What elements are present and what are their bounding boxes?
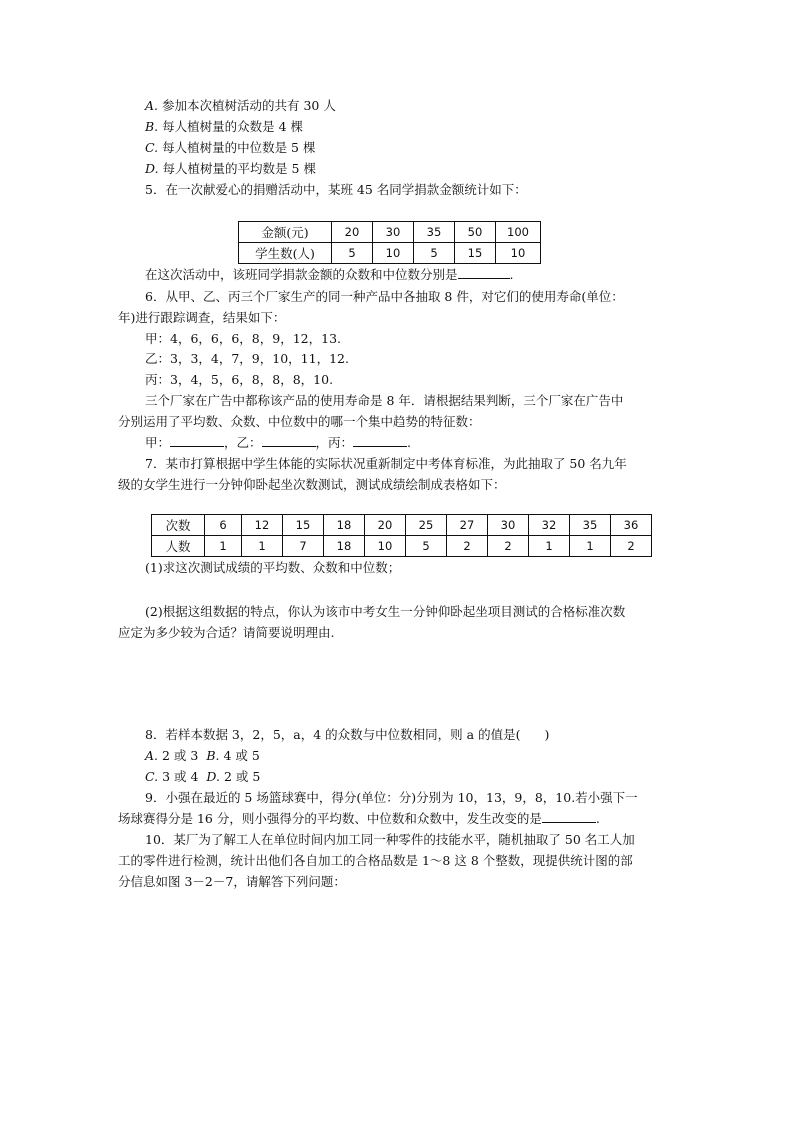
table-cell: 15 (455, 243, 496, 264)
table-cell: 35 (414, 222, 455, 243)
q6-paragraph-line1: 三个厂家在广告中都称该产品的使用寿命是 8 年．请根据结果判断，三个厂家在广告中 (145, 393, 624, 408)
q5-stem: 5．在一次献爱心的捐赠活动中，某班 45 名同学捐款金额统计如下： (145, 182, 527, 197)
answer-blank (542, 810, 596, 823)
q5-question: 在这次活动中，该班同学捐款金额的众数和中位数分别是 . (145, 267, 514, 282)
table-cell: 10 (373, 243, 414, 264)
table-cell: 100 (496, 222, 541, 243)
q4-option-d: D. 每人植树量的平均数是 5 棵 (145, 161, 316, 176)
q6-data-jia: 甲：4，6，6，6，8，9，12，13. (145, 331, 342, 346)
table-row (152, 515, 652, 536)
q10-line1: 10．某厂为了解工人在单位时间内加工同一种零件的技能水平，随机抽取了 50 名工人加 (145, 832, 635, 847)
q7-situp-table (151, 514, 652, 557)
table-cell: 5 (406, 536, 447, 557)
q8-options-ab: A. 2 或 3 B. 4 或 5 (145, 748, 260, 763)
table-cell: 15 (283, 515, 324, 536)
q6-stem-line1: 6．从甲、乙、丙三个厂家生产的同一种产品中各抽取 8 件，对它们的使用寿命(单位： (145, 289, 624, 304)
q6-paragraph-line2: 分别运用了平均数、众数、中位数中的哪一个集中趋势的特征数： (118, 414, 481, 429)
q8-options-cd: C. 3 或 4 D. 2 或 5 (145, 769, 261, 784)
table-cell: 2 (488, 536, 529, 557)
table-cell: 1 (529, 536, 570, 557)
answer-blank (170, 434, 224, 447)
table-cell: 5 (332, 243, 373, 264)
q9-line1: 9．小强在最近的 5 场篮球赛中，得分(单位：分)分别为 10，13，9，8，10.若小强下一 (145, 790, 638, 805)
table-header-cell: 学生数(人) (239, 243, 332, 264)
q7-subquestion-1: (1)求这次测试成绩的平均数、众数和中位数； (145, 560, 401, 575)
q6-data-bing: 丙：3，4，5，6，8，8，8，10. (145, 372, 334, 387)
q5-donation-table (238, 221, 541, 264)
table-cell: 18 (324, 515, 365, 536)
table-cell: 1 (242, 536, 283, 557)
table-row (239, 222, 541, 243)
table-cell: 12 (242, 515, 283, 536)
table-header-cell: 金额(元) (239, 222, 332, 243)
table-cell: 10 (496, 243, 541, 264)
table-cell: 36 (611, 515, 652, 536)
answer-blank (458, 266, 510, 279)
q10-line3: 分信息如图 3－2－7，请解答下列问题： (118, 874, 346, 889)
q7-subquestion-2-line2: 应定为多少较为合适？请简要说明理由. (118, 625, 335, 640)
table-row (152, 536, 652, 557)
table-cell: 10 (365, 536, 406, 557)
table-cell: 25 (406, 515, 447, 536)
q6-answer-line: 甲： ，乙： ，丙： . (145, 435, 412, 450)
table-cell: 6 (205, 515, 242, 536)
table-cell: 20 (332, 222, 373, 243)
q10-line2: 工的零件进行检测，统计出他们各自加工的合格品数是 1～8 这 8 个整数，现提供统计图的部 (118, 853, 633, 868)
table-cell: 32 (529, 515, 570, 536)
answer-blank (262, 434, 316, 447)
table-cell: 2 (611, 536, 652, 557)
q6-data-yi: 乙：3，3，4，7，9，10，11，12. (145, 351, 349, 366)
q7-stem-line1: 7．某市打算根据中学生体能的实际状况重新制定中考体育标准，为此抽取了 50 名九年 (145, 456, 627, 471)
answer-blank (353, 434, 407, 447)
table-cell: 5 (414, 243, 455, 264)
table-cell: 7 (283, 536, 324, 557)
table-cell: 30 (373, 222, 414, 243)
q7-subquestion-2-line1: (2)根据这组数据的特点，你认为该市中考女生一分钟仰卧起坐项目测试的合格标准次数 (145, 604, 626, 619)
table-cell: 1 (205, 536, 242, 557)
q4-option-a: A. 参加本次植树活动的共有 30 人 (145, 98, 336, 113)
q4-option-b: B. 每人植树量的众数是 4 棵 (145, 119, 304, 134)
table-cell: 2 (447, 536, 488, 557)
table-header-cell: 人数 (152, 536, 205, 557)
q7-stem-line2: 级的女学生进行一分钟仰卧起坐次数测试，测试成绩绘制成表格如下： (118, 477, 506, 492)
table-row (239, 243, 541, 264)
q4-option-c: C. 每人植树量的中位数是 5 棵 (145, 140, 316, 155)
table-header-cell: 次数 (152, 515, 205, 536)
table-cell: 18 (324, 536, 365, 557)
table-cell: 20 (365, 515, 406, 536)
table-cell: 1 (570, 536, 611, 557)
table-cell: 50 (455, 222, 496, 243)
table-cell: 30 (488, 515, 529, 536)
q9-line2: 场球赛得分是 16 分，则小强得分的平均数、中位数和众数中，发生改变的是 . (118, 811, 600, 826)
table-cell: 27 (447, 515, 488, 536)
table-cell: 35 (570, 515, 611, 536)
q8-stem: 8．若样本数据 3，2，5，a，4 的众数与中位数相同，则 a 的值是( ) (145, 727, 550, 742)
q6-stem-line2: 年)进行跟踪调查，结果如下： (118, 310, 286, 325)
